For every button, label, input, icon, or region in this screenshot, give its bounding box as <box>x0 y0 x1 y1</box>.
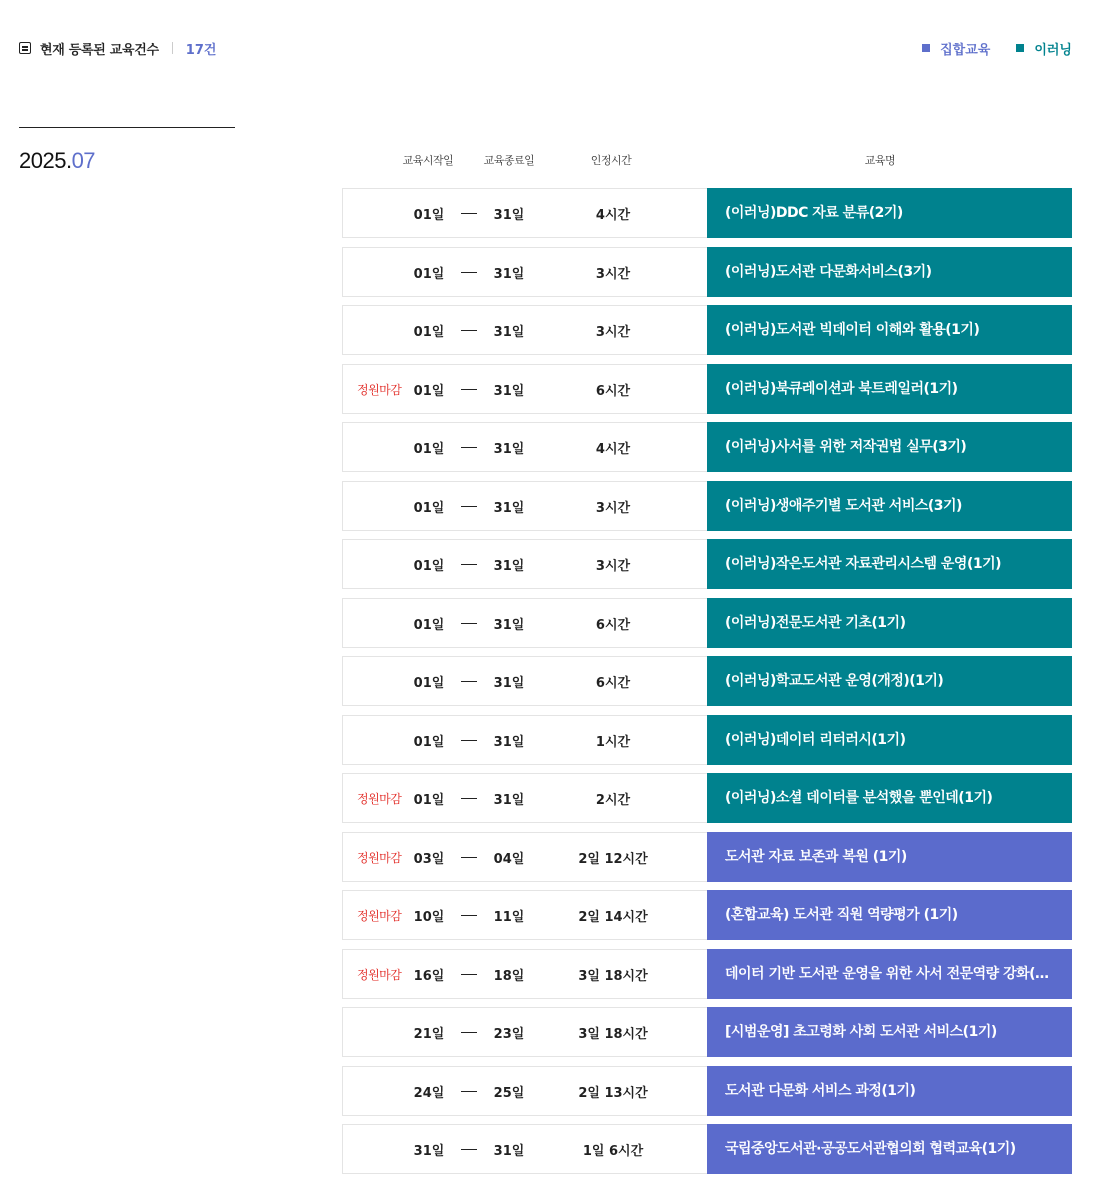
start-date: 01일 <box>413 500 445 516</box>
credit-hours: 6시간 <box>595 383 631 399</box>
start-date: 01일 <box>413 325 445 340</box>
column-header-end: 교육종료일 <box>483 154 535 167</box>
date-dash <box>461 974 477 975</box>
legend-label-group: 집합교육 <box>940 42 991 58</box>
course-title-link[interactable]: 데이터 기반 도서관 운영을 위한 사서 전문역량 강화(… <box>707 949 1072 999</box>
end-date: 04일 <box>493 851 525 867</box>
document-icon <box>19 42 31 54</box>
start-date: 01일 <box>413 383 445 399</box>
date-dash <box>461 857 477 858</box>
course-info <box>342 1124 709 1174</box>
course-title-link[interactable]: 도서관 자료 보존과 복원 (1기) <box>707 832 1072 882</box>
credit-hours: 1일 6시간 <box>582 1144 644 1159</box>
end-date: 31일 <box>493 266 525 282</box>
end-date: 31일 <box>493 793 525 808</box>
course-info <box>342 656 709 706</box>
credit-hours: 2일 12시간 <box>578 851 648 867</box>
course-info <box>342 305 709 355</box>
start-date: 21일 <box>413 1027 445 1042</box>
end-date: 31일 <box>493 325 525 340</box>
course-row[interactable] <box>342 364 1072 414</box>
course-info <box>342 539 709 589</box>
course-row[interactable] <box>342 305 1072 355</box>
course-info <box>342 247 709 297</box>
start-date: 10일 <box>413 910 445 925</box>
course-info <box>342 832 709 882</box>
course-info <box>342 598 709 648</box>
legend-swatch-group <box>922 44 930 52</box>
start-date: 24일 <box>413 1085 445 1101</box>
start-date: 01일 <box>413 442 445 457</box>
course-info <box>342 949 709 999</box>
registered-count <box>19 38 216 58</box>
start-date: 01일 <box>413 793 445 808</box>
start-date: 31일 <box>413 1144 445 1159</box>
course-row[interactable] <box>342 715 1072 765</box>
course-info <box>342 364 709 414</box>
start-date: 16일 <box>413 968 445 984</box>
course-row[interactable] <box>342 1066 1072 1116</box>
course-row[interactable] <box>342 949 1072 999</box>
legend-label-elearning: 이러닝 <box>1034 42 1072 58</box>
course-title-link[interactable]: (이러닝)도서관 다문화서비스(3기) <box>707 247 1072 297</box>
credit-hours: 2일 13시간 <box>578 1085 648 1101</box>
date-dash <box>461 798 477 799</box>
date-dash <box>461 564 477 565</box>
course-title-link[interactable]: (이러닝)학교도서관 운영(개정)(1기) <box>707 656 1072 706</box>
course-title-link[interactable]: [시범운영] 초고령화 사회 도서관 서비스(1기) <box>707 1007 1072 1057</box>
date-dash <box>461 681 477 682</box>
month-title <box>19 148 95 174</box>
course-list <box>342 188 1072 1183</box>
course-title-link[interactable]: 국립중앙도서관·공공도서관협의회 협력교육(1기) <box>707 1124 1072 1174</box>
credit-hours: 4시간 <box>595 442 631 457</box>
course-row[interactable] <box>342 539 1072 589</box>
column-header-start: 교육시작일 <box>402 154 454 167</box>
end-date: 31일 <box>493 1144 525 1159</box>
course-info <box>342 1007 709 1057</box>
date-dash <box>461 330 477 331</box>
month-year: 2025. <box>19 148 72 173</box>
date-dash <box>461 1149 477 1150</box>
course-info <box>342 188 709 238</box>
course-title-link[interactable]: (이러닝)전문도서관 기초(1기) <box>707 598 1072 648</box>
count-value: 17건 <box>185 42 217 58</box>
end-date: 31일 <box>493 500 525 516</box>
credit-hours: 3시간 <box>595 559 631 574</box>
credit-hours: 3일 18시간 <box>578 968 648 984</box>
date-dash <box>461 272 477 273</box>
course-title-link[interactable]: (이러닝)데이터 리터러시(1기) <box>707 715 1072 765</box>
course-title-link[interactable]: (이러닝)소셜 데이터를 분석했을 뿐인데(1기) <box>707 773 1072 823</box>
end-date: 31일 <box>493 383 525 399</box>
end-date: 31일 <box>493 734 525 750</box>
course-row[interactable] <box>342 1007 1072 1057</box>
credit-hours: 6시간 <box>595 676 631 691</box>
start-date: 01일 <box>413 734 445 750</box>
end-date: 31일 <box>493 676 525 691</box>
course-title-link[interactable]: (이러닝)사서를 위한 저작권법 실무(3기) <box>707 422 1072 472</box>
start-date: 01일 <box>413 208 445 223</box>
course-info <box>342 481 709 531</box>
closed-badge: 정원마감 <box>357 967 402 982</box>
course-title-link[interactable]: (이러닝)도서관 빅데이터 이해와 활용(1기) <box>707 305 1072 355</box>
closed-badge: 정원마감 <box>357 850 402 865</box>
date-dash <box>461 506 477 507</box>
credit-hours: 3시간 <box>595 325 631 340</box>
start-date: 01일 <box>413 617 445 633</box>
course-row[interactable] <box>342 890 1072 940</box>
legend <box>896 38 1072 58</box>
end-date: 31일 <box>493 617 525 633</box>
credit-hours: 1시간 <box>595 734 631 750</box>
course-title-link[interactable]: (이러닝)작은도서관 자료관리시스템 운영(1기) <box>707 539 1072 589</box>
course-row[interactable] <box>342 422 1072 472</box>
course-row[interactable] <box>342 247 1072 297</box>
column-header-name: 교육명 <box>864 154 896 167</box>
date-dash <box>461 447 477 448</box>
date-dash <box>461 915 477 916</box>
closed-badge: 정원마감 <box>357 382 402 397</box>
legend-swatch-elearning <box>1016 44 1024 52</box>
course-row[interactable] <box>342 188 1072 238</box>
divider <box>172 42 173 54</box>
course-title-link[interactable]: (혼합교육) 도서관 직원 역량평가 (1기) <box>707 890 1072 940</box>
end-date: 11일 <box>493 910 525 925</box>
start-date: 01일 <box>413 676 445 691</box>
month-divider <box>19 127 235 128</box>
date-dash <box>461 740 477 741</box>
course-title-link[interactable]: (이러닝)생애주기별 도서관 서비스(3기) <box>707 481 1072 531</box>
closed-badge: 정원마감 <box>357 909 402 923</box>
credit-hours: 2시간 <box>595 793 631 808</box>
date-dash <box>461 1032 477 1033</box>
credit-hours: 3시간 <box>595 500 631 516</box>
course-row[interactable] <box>342 481 1072 531</box>
course-info <box>342 890 709 940</box>
course-title-link[interactable]: 도서관 다문화 서비스 과정(1기) <box>707 1066 1072 1116</box>
end-date: 23일 <box>493 1027 525 1042</box>
date-dash <box>461 389 477 390</box>
date-dash <box>461 623 477 624</box>
count-label: 현재 등록된 교육건수 <box>40 42 159 58</box>
end-date: 31일 <box>493 559 525 574</box>
course-title-link[interactable]: (이러닝)DDC 자료 분류(2기) <box>707 188 1072 238</box>
course-info <box>342 422 709 472</box>
end-date: 31일 <box>493 208 525 223</box>
course-info <box>342 1066 709 1116</box>
start-date: 03일 <box>413 851 445 867</box>
course-info <box>342 715 709 765</box>
credit-hours: 4시간 <box>595 208 631 223</box>
course-row[interactable] <box>342 656 1072 706</box>
legend-item-group <box>922 39 990 58</box>
course-title-link[interactable]: (이러닝)북큐레이션과 북트레일러(1기) <box>707 364 1072 414</box>
course-row[interactable] <box>342 832 1072 882</box>
start-date: 01일 <box>413 266 445 282</box>
closed-badge: 정원마감 <box>357 792 402 806</box>
course-row[interactable] <box>342 773 1072 823</box>
end-date: 31일 <box>493 442 525 457</box>
course-row[interactable] <box>342 598 1072 648</box>
column-header-hours: 인정시간 <box>590 154 632 167</box>
end-date: 25일 <box>493 1085 525 1101</box>
start-date: 01일 <box>413 559 445 574</box>
date-dash <box>461 213 477 214</box>
end-date: 18일 <box>493 968 525 984</box>
credit-hours: 3일 18시간 <box>578 1027 648 1042</box>
credit-hours: 6시간 <box>595 617 631 633</box>
month-number: 07 <box>71 148 96 173</box>
course-info <box>342 773 709 823</box>
legend-item-elearning <box>1016 39 1072 58</box>
credit-hours: 3시간 <box>595 266 631 282</box>
course-row[interactable] <box>342 1124 1072 1174</box>
date-dash <box>461 1091 477 1092</box>
credit-hours: 2일 14시간 <box>578 910 648 925</box>
